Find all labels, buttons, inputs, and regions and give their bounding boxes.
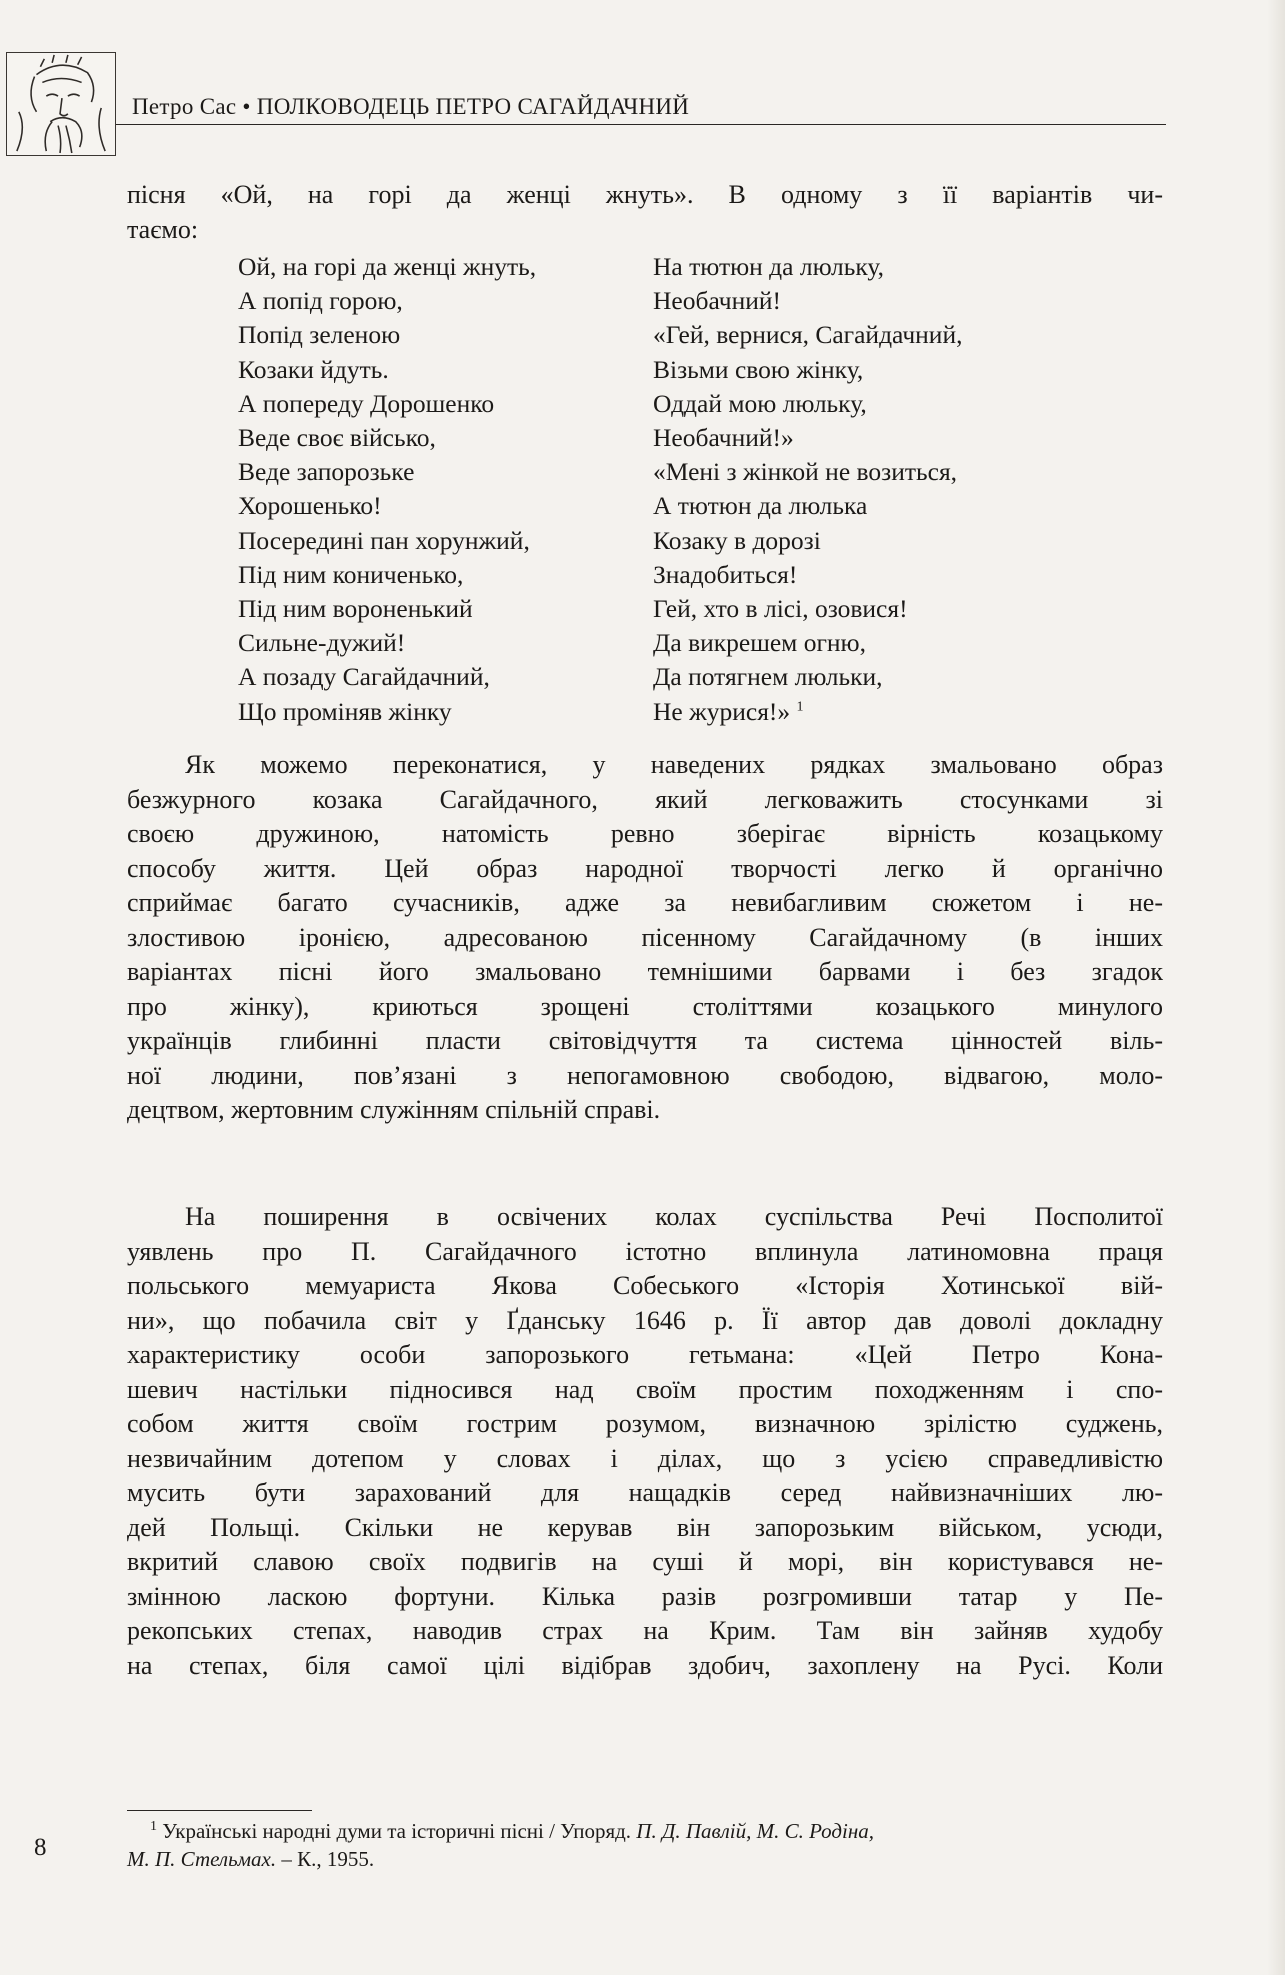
footnote-publication: – К., 1955.	[276, 1847, 375, 1871]
paragraph-2	[127, 1200, 1163, 1683]
poem-verse: Посередині пан хорунжий,	[238, 525, 530, 555]
page-number: 8	[34, 1834, 47, 1861]
poem-verse: Знадобиться!	[653, 559, 798, 589]
page-header	[6, 52, 1166, 160]
footnote-editor: М. П. Стельмах.	[127, 1847, 277, 1871]
intro-text	[127, 178, 1163, 247]
text-line: рекопських степах, наводив страх на Крим. Там він зайняв худобу	[127, 1616, 1163, 1645]
portrait-icon	[6, 52, 116, 156]
text-line: характеристику особи запорозького гетьмана: «Цей Петро Кона-	[127, 1340, 1163, 1369]
text-line: уявлень про П. Сагайдачного істотно вплинула латиномовна праця	[127, 1236, 1163, 1266]
poem-verse: На тютюн да люльку,	[653, 252, 884, 281]
poem-column-right	[653, 250, 962, 729]
poem-verse-text: Не журися!»	[653, 696, 791, 726]
poem-verse: Гей, хто в лісі, озовися!	[653, 594, 908, 624]
text-line: про жінку), криються зрощені століттями козацького минулого	[127, 991, 1163, 1021]
text-line: мусить бути зарахований для нащадків серед найвизначніших лю-	[127, 1478, 1163, 1507]
text-line: таємо:	[127, 214, 199, 244]
poem-verse: Хорошенько!	[238, 491, 382, 521]
text-line: способу життя. Цей образ народної творчості легко й органічно	[127, 853, 1163, 883]
text-line: вкритий славою своїх подвигів на суші й морі, він користувався не-	[127, 1547, 1163, 1576]
poem-verse: Да викрешем огню,	[653, 628, 866, 658]
text-line: шевич настільки підносився над своїм простим походженням і спо-	[127, 1374, 1163, 1404]
poem-verse: Козаки йдуть.	[238, 354, 389, 384]
text-line: собом життя своїм гострим розумом, визначною зрілістю суджень,	[127, 1409, 1163, 1438]
paragraph-1	[127, 748, 1163, 1128]
poem-verse: Сильне-дужий!	[238, 628, 406, 658]
poem-column-left	[238, 250, 536, 729]
poem-verse: Що проміняв жінку	[238, 696, 452, 726]
poem-verse: А попереду Дорошенко	[238, 388, 495, 418]
footnote-editors: П. Д. Павлій, М. С. Родіна,	[636, 1819, 875, 1843]
poem-verse: Веде своє військо,	[238, 423, 436, 453]
text-line: безжурного козака Сагайдачного, який легковажить стосунками зі	[127, 784, 1163, 814]
poem-verse: Необачний!	[653, 286, 782, 316]
poem-verse: Попід зеленою	[238, 320, 401, 350]
poem-verse: А тютюн да люлька	[653, 491, 868, 521]
poem-verse: Візьми свою жінку,	[653, 354, 864, 384]
text-line: сприймає багато сучасників, адже за невибагливим сюжетом і не-	[127, 888, 1163, 917]
poem-verse: «Мені з жінкой не возиться,	[653, 457, 958, 487]
text-line: українців глибинні пласти світовідчуття та система цінностей віль-	[127, 1026, 1163, 1055]
text-line: ни», що побачила світ у Ґданську 1646 р. Її автор дав доволі докладну	[127, 1305, 1163, 1335]
poem-verse-last	[653, 695, 962, 729]
text-line: варіантах пісні його змальовано темнішими барвами і без згадок	[127, 957, 1163, 986]
poem-verse: Козаку в дорозі	[653, 525, 821, 555]
text-line: дей Польщі. Скільки не керував він запорозьким військом, усюди,	[127, 1512, 1163, 1542]
poem-verse: Ой, на горі да женці жнуть,	[238, 252, 537, 281]
poem-verse: А позаду Сагайдачний,	[238, 662, 490, 692]
footnote-marker: 1	[796, 699, 804, 715]
poem-verse: Під ним кониченько,	[238, 559, 464, 589]
text-line: злостивою іронією, адресованою пісенному Сагайдачному (в інших	[127, 922, 1163, 952]
footnote-source: Українські народні думи та історичні пісні / Упоряд.	[157, 1819, 637, 1843]
poem-verse: А попід горою,	[238, 286, 403, 316]
poem-verse: Веде запорозьке	[238, 457, 415, 487]
page-edge	[1267, 0, 1285, 1975]
header-rule	[116, 124, 1166, 125]
footnote-number: 1	[150, 1819, 157, 1834]
poem-verse: Під ним вороненький	[238, 594, 473, 624]
text-line: польського мемуариста Якова Собеського «Історія Хотинської вій-	[127, 1271, 1163, 1300]
text-line: децтвом, жертовним служінням спільній справі.	[127, 1095, 661, 1124]
text-line: Як можемо переконатися, у наведених рядках змальовано образ	[185, 750, 1163, 779]
text-line: На поширення в освічених колах суспільства Речі Посполитої	[185, 1202, 1163, 1231]
poem-verse: Необачний!»	[653, 423, 794, 453]
text-line: ної людини, пов’язані з непогамовною свободою, відвагою, моло-	[127, 1060, 1163, 1090]
poem-verse: «Гей, вернися, Сагайдачний,	[653, 320, 963, 350]
poem-verse: Да потягнем люльки,	[653, 662, 883, 692]
footnote	[127, 1817, 1163, 1873]
running-head: Петро Сас • ПОЛКОВОДЕЦЬ ПЕТРО САГАЙДАЧНИЙ	[132, 94, 690, 119]
text-line: пісня «Ой, на горі да женці жнуть». В одному з її варіантів чи-	[127, 180, 1163, 209]
poem-verse: Оддай мою люльку,	[653, 388, 867, 418]
footnote-line-2	[127, 1845, 1163, 1873]
text-line: незвичайним дотепом у словах і ділах, що з усією справедливістю	[127, 1443, 1163, 1473]
text-line: змінною ласкою фортуни. Кілька разів розгромивши татар у Пе-	[127, 1581, 1163, 1611]
text-line: на степах, біля самої цілі відібрав здобич, захоплену на Русі. Коли	[127, 1650, 1163, 1680]
footnote-rule	[127, 1810, 312, 1811]
footnote-line-1	[127, 1817, 1163, 1845]
text-line: своєю дружиною, натомість ревно зберігає вірність козацькому	[127, 819, 1163, 848]
